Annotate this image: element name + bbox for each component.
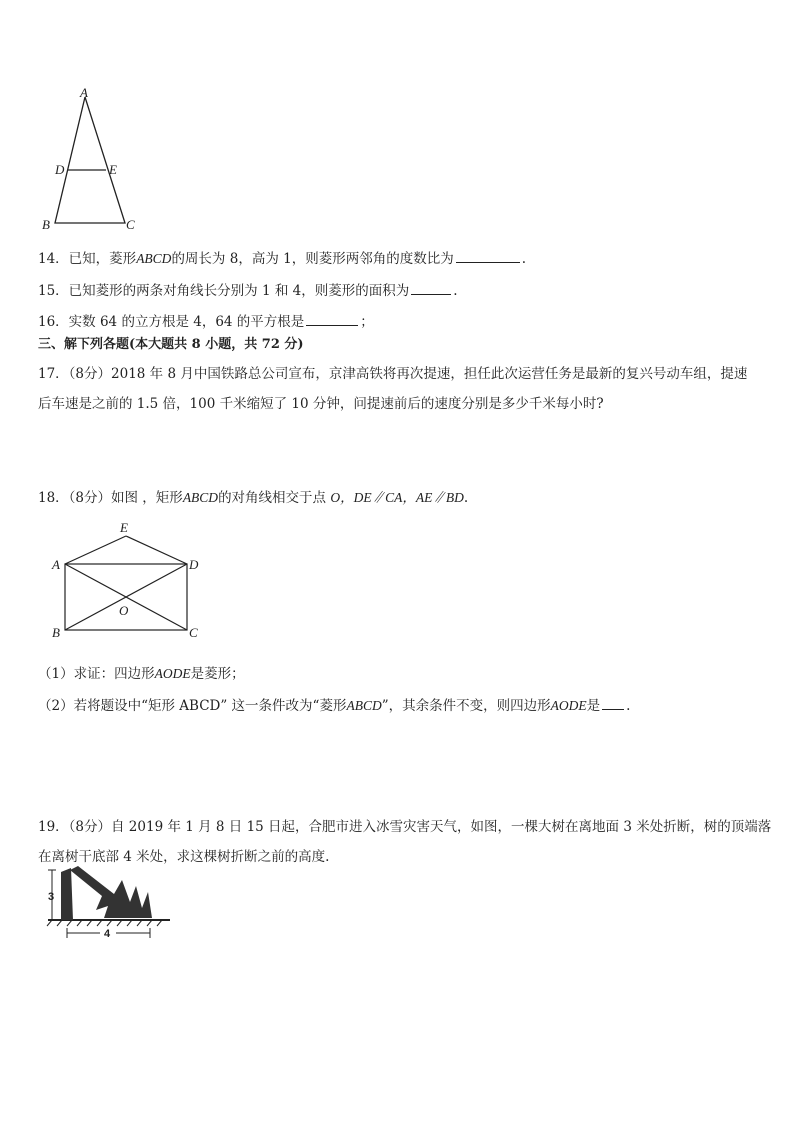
distance-label: 4 xyxy=(104,928,111,940)
section-three-heading: 三、解下列各题(本大题共 8 小题，共 72 分) xyxy=(38,337,304,352)
question-18-intro: 18．（8分）如图 ，矩形ABCD的对角线相交于点 O，DE∥CA，AE∥BD. xyxy=(38,490,469,506)
height-label: 3 xyxy=(48,891,55,903)
label-d: D xyxy=(55,162,65,177)
label-c: C xyxy=(189,625,198,640)
answer-blank-16[interactable] xyxy=(306,311,358,326)
question-17-line2: 后车速是之前的 1.5 倍，100 千米缩短了 10 分钟，问提速前后的速度分别是多少千米每小时? xyxy=(38,396,604,412)
rectangle-figure xyxy=(48,518,218,646)
broken-tree-figure xyxy=(44,862,174,940)
answer-blank-14[interactable] xyxy=(456,248,520,263)
answer-blank-18[interactable] xyxy=(602,695,624,710)
question-19-line2: 在离树干底部 4 米处，求这棵树折断之前的高度. xyxy=(38,849,330,865)
question-14: 14．已知，菱形ABCD的周长为 8，高为 1，则菱形两邻角的度数比为 . xyxy=(38,248,526,269)
triangle-figure xyxy=(38,85,148,235)
question-17-line1: 17．（8分）2018 年 8 月中国铁路总公司宣布，京津高铁将再次提速，担任此次运营任务是最新的复兴号动车组，提速 xyxy=(38,366,748,382)
question-19-line1: 19．（8分）自 2019 年 1 月 8 日 15 日起，合肥市进入冰雪灾害天气，如图，一棵大树在离地面 3 米处折断，树的顶端落 xyxy=(38,819,772,835)
answer-blank-15[interactable] xyxy=(411,280,451,295)
label-e: E xyxy=(120,520,128,535)
question-18-part1: （1）求证：四边形AODE是菱形； xyxy=(38,666,245,682)
label-o: O xyxy=(119,603,129,618)
label-c: C xyxy=(126,217,135,232)
question-18-part2: （2）若将题设中“矩形 ABCD” 这一条件改为“菱形ABCD”，其余条件不变，则四边形AODE是 . xyxy=(38,695,630,716)
label-e: E xyxy=(109,162,117,177)
label-a: A xyxy=(80,85,88,100)
label-b: B xyxy=(42,217,50,232)
question-15: 15．已知菱形的两条对角线长分别为 1 和 4，则菱形的面积为 . xyxy=(38,280,458,301)
label-a: A xyxy=(52,557,60,572)
question-16: 16．实数 64 的立方根是 4，64 的平方根是 ； xyxy=(38,311,374,332)
label-b: B xyxy=(52,625,60,640)
label-d: D xyxy=(189,557,199,572)
